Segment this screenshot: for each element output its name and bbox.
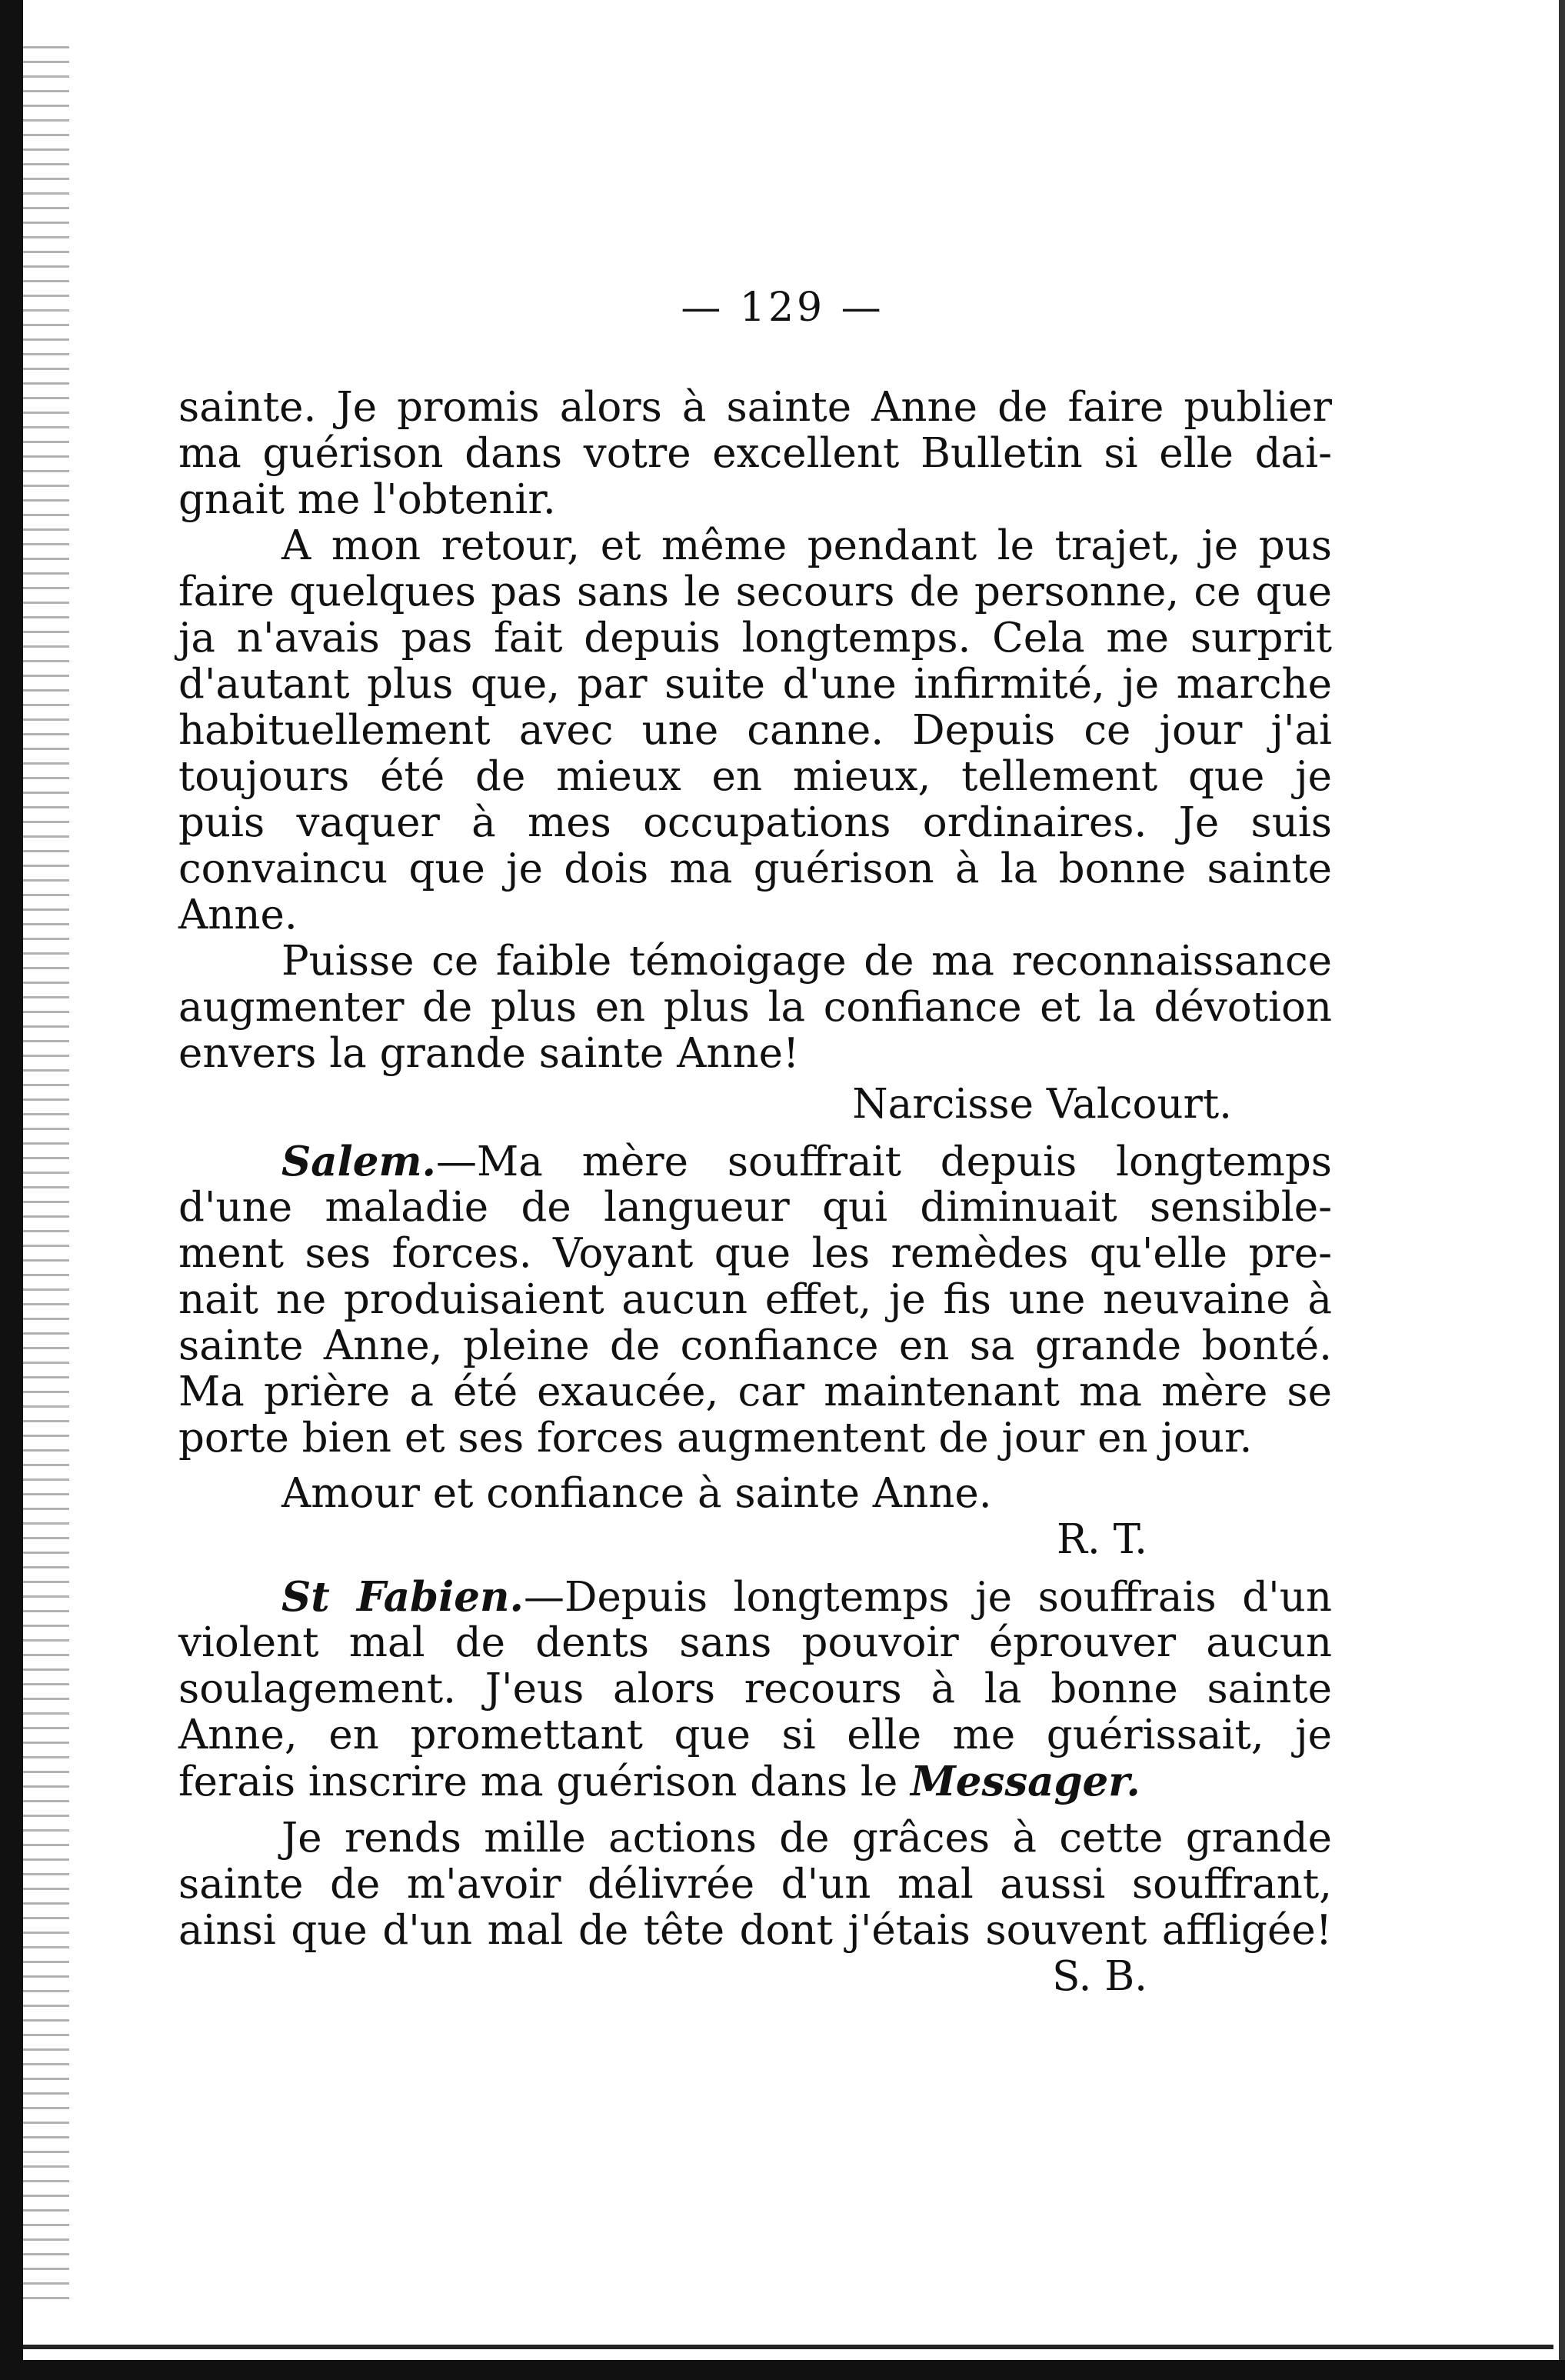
periodical-title: Messager. — [911, 1758, 1140, 1805]
body-line: augmenter de plus en plus la confiance et la dévotion — [178, 984, 1332, 1031]
body-line: habituellement avec une canne. Depuis ce jour j'ai — [178, 707, 1332, 754]
body-line: envers la grande sainte Anne! — [178, 1030, 800, 1077]
body-line: sainte de m'avoir délivrée d'un mal aussi souffrant, — [178, 1861, 1332, 1908]
motto-line: Amour et confiance à sainte Anne. — [281, 1470, 992, 1517]
body-line: A mon retour, et même pendant le trajet, je pus — [281, 522, 1332, 569]
body-line: sainte Anne, pleine de confiance en sa grande bonté. — [178, 1322, 1332, 1369]
body-line: sainte. Je promis alors à sainte Anne de faire publier — [178, 384, 1332, 431]
body-line: ment ses forces. Voyant que les remèdes qu'elle pre- — [178, 1230, 1332, 1277]
scan-binding-edge — [0, 0, 23, 2380]
scan-right-edge — [1559, 0, 1565, 2380]
body-line: toujours été de mieux en mieux, tellement que je — [178, 753, 1332, 800]
body-line: Anne, en promettant que si elle me guérissait, je — [178, 1712, 1332, 1758]
body-line: ferais inscrire ma guérison dans le Messager. — [178, 1758, 1140, 1805]
place-name: St Fabien. — [281, 1573, 524, 1621]
body-line: puis vaquer à mes occupations ordinaires. Je suis — [178, 799, 1332, 846]
body-line: Ma prière a été exaucée, car maintenant ma mère se — [178, 1368, 1332, 1415]
body-line: violent mal de dents sans pouvoir éprouver aucun — [178, 1619, 1332, 1666]
body-line: Anne. — [178, 892, 298, 938]
body-line: Puisse ce faible témoigage de ma reconnaissance — [281, 938, 1332, 985]
body-line: d'une maladie de langueur qui diminuait sensible- — [178, 1184, 1332, 1231]
body-line: ja n'avais pas fait depuis longtemps. Cela me surprit — [178, 615, 1332, 662]
body-line: faire quelques pas sans le secours de personne, ce que — [178, 568, 1332, 615]
body-line: Salem.—Ma mère souffrait depuis longtemps — [281, 1138, 1332, 1185]
scan-bottom-edge — [0, 2360, 1565, 2380]
body-line: ma guérison dans votre excellent Bulletin si elle dai- — [178, 430, 1332, 477]
signature: Narcisse Valcourt. — [852, 1081, 1232, 1128]
body-line: Je rends mille actions de grâces à cette grande — [281, 1815, 1332, 1862]
body-line: soulagement. J'eus alors recours à la bonne sainte — [178, 1665, 1332, 1712]
scan-bottom-rule — [23, 2345, 1553, 2349]
body-line: convaincu que je dois ma guérison à la bonne sainte — [178, 845, 1332, 892]
body-line: St Fabien.—Depuis longtemps je souffrais d'un — [281, 1573, 1332, 1621]
place-name: Salem. — [281, 1138, 437, 1185]
body-line: nait ne produisaient aucun effet, je fis une neuvaine à — [178, 1276, 1332, 1323]
scan-edge-noise — [23, 46, 69, 2308]
body-line: d'autant plus que, par suite d'une infirmité, je marche — [178, 661, 1332, 708]
signature-initials: R. T. — [1056, 1516, 1147, 1563]
page-number: — 129 — — [681, 285, 884, 331]
body-line: porte bien et ses forces augmentent de jour en jour. — [178, 1415, 1253, 1462]
body-line: gnait me l'obtenir. — [178, 476, 556, 523]
signature-initials: S. B. — [1052, 1953, 1147, 2000]
body-line: ainsi que d'un mal de tête dont j'étais souvent affligée! — [178, 1907, 1332, 1954]
page-body — [178, 385, 1332, 2000]
